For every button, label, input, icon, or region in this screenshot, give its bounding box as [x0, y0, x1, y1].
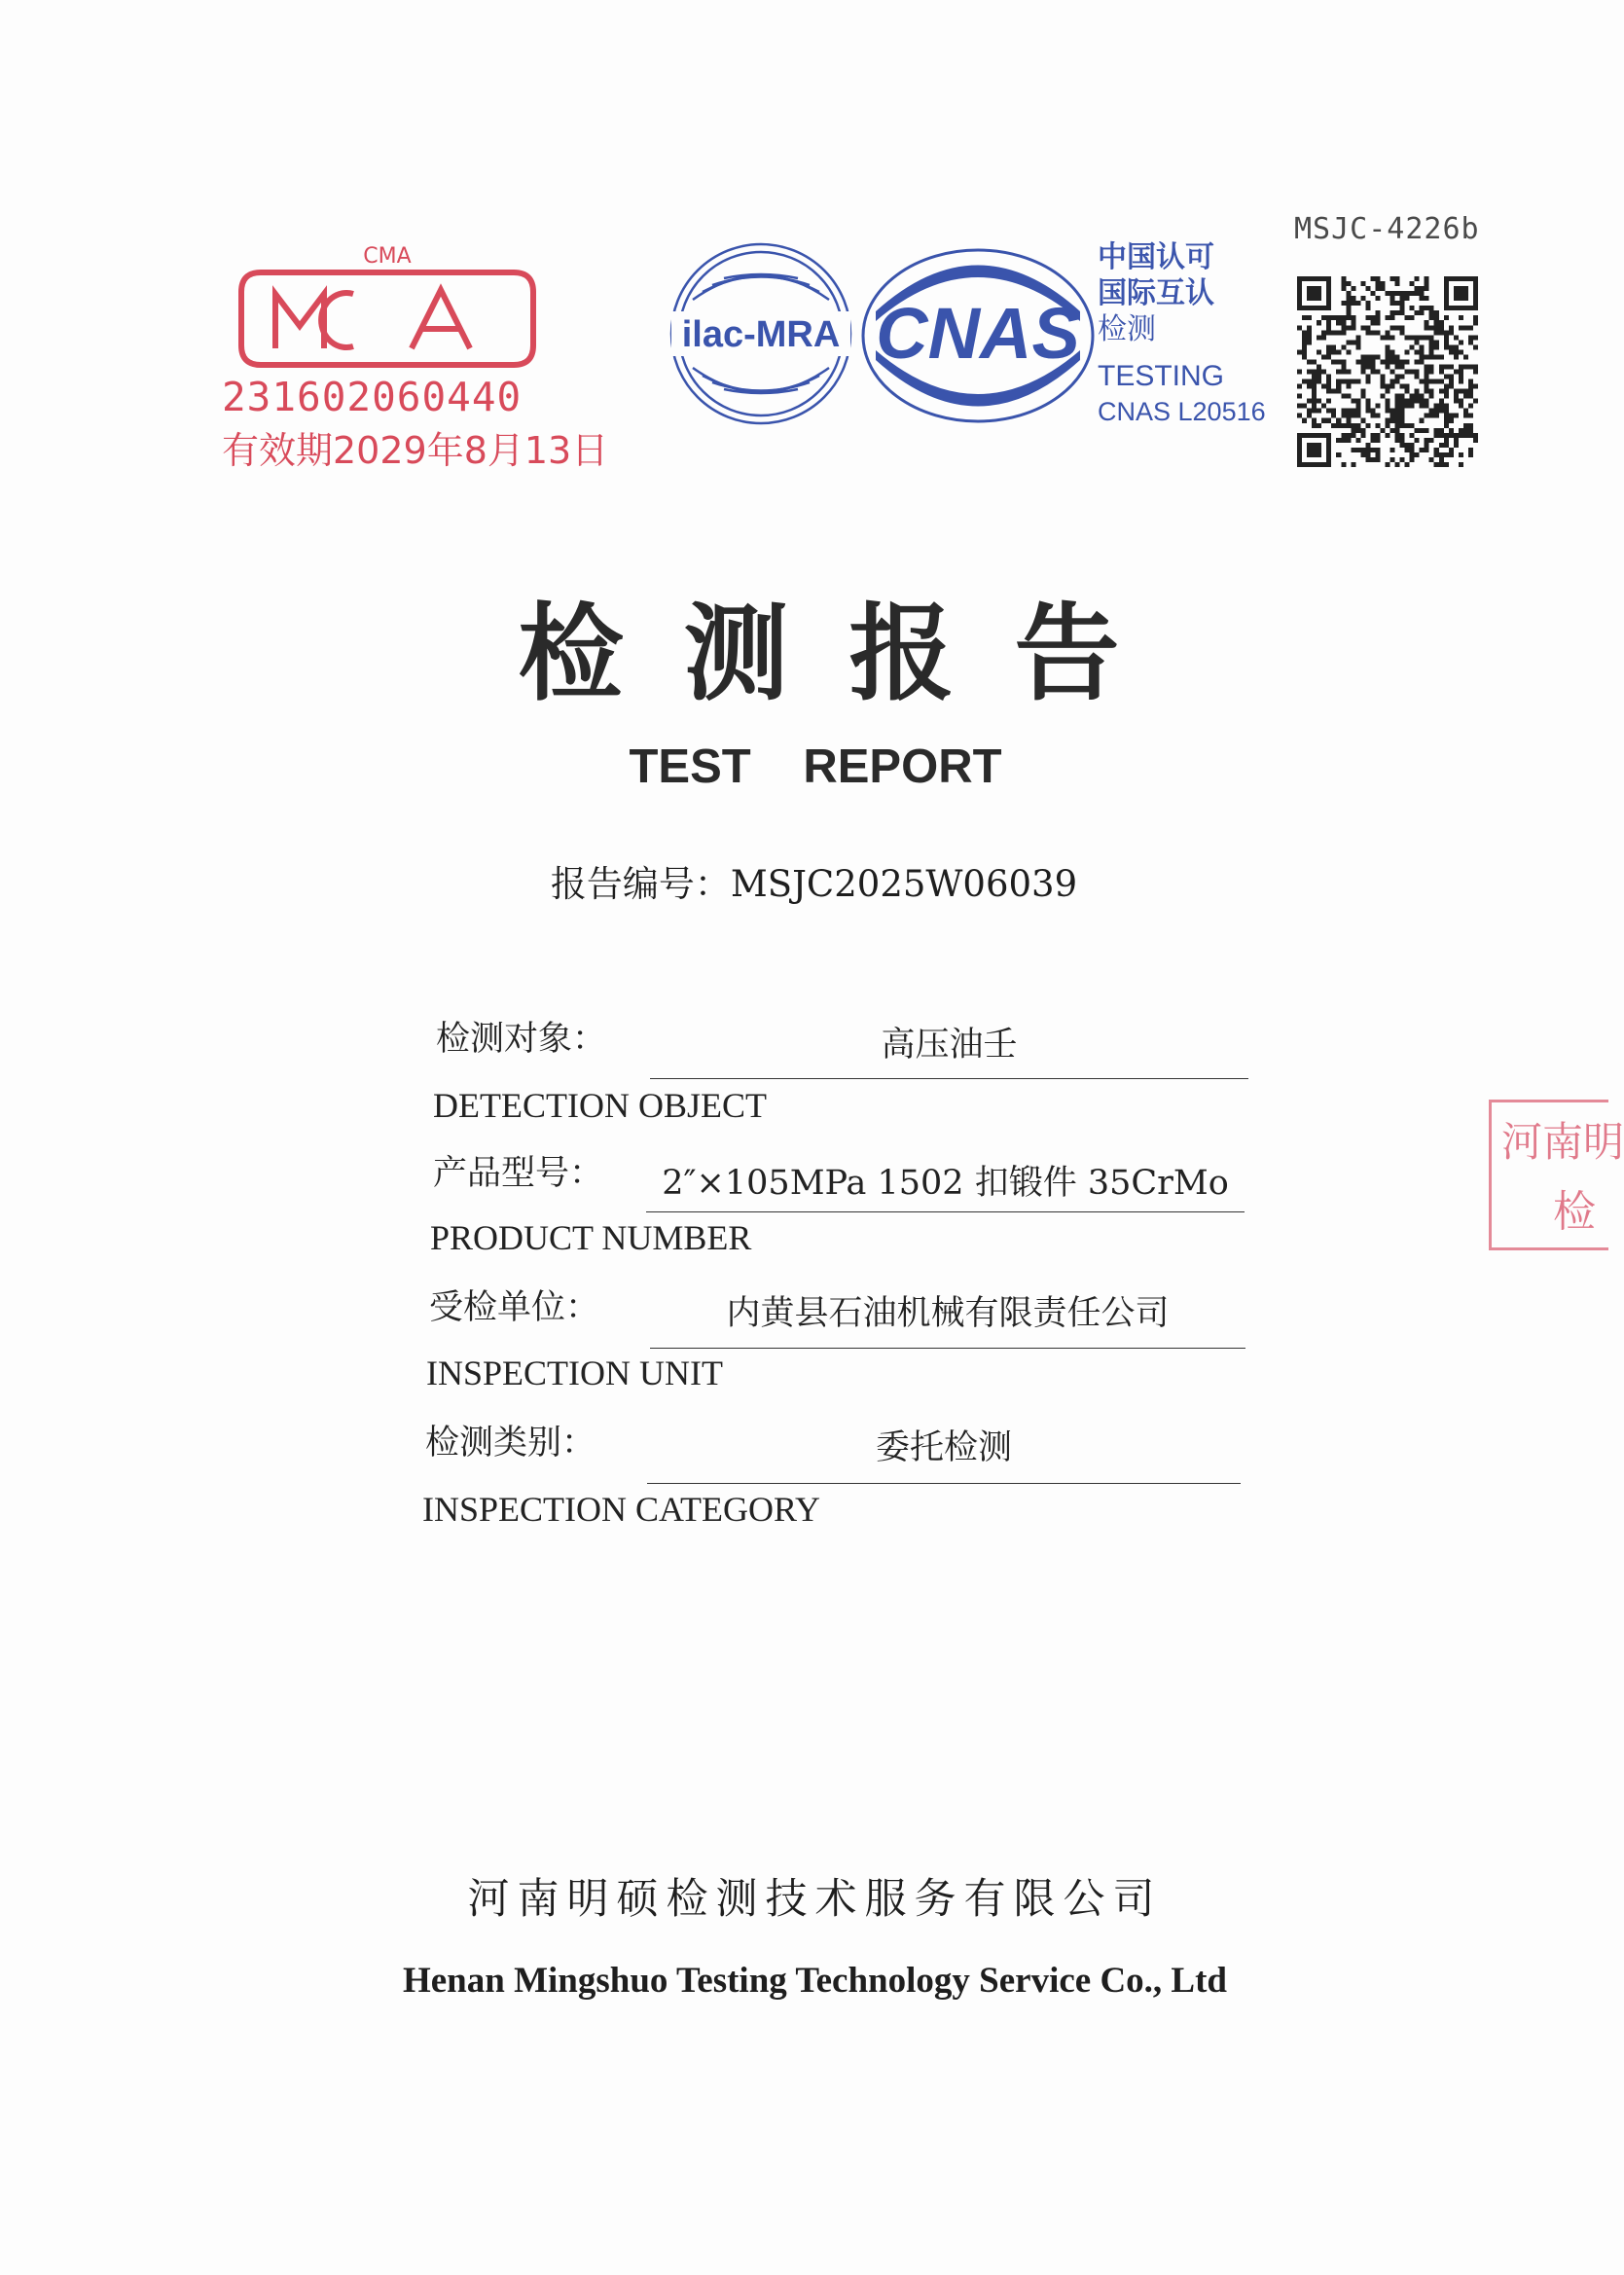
company-name-en: Henan Mingshuo Testing Technology Service Co., Ltd — [402, 1961, 1228, 2001]
product-number-value: 2″×105MPa 1502 扣锻件 35CrMo — [662, 1164, 1229, 1203]
inspection-category-underline — [647, 1483, 1241, 1484]
qr-code-icon — [1297, 276, 1478, 467]
cnas-cn-line1: 中国认可 — [1098, 240, 1214, 274]
report-number: 报告编号：MSJC2025W06039 — [550, 863, 1078, 905]
cma-cert-number: 231602060440 — [222, 374, 523, 420]
detection-object-underline — [650, 1078, 1248, 1079]
cnas-number: CNAS L20516 — [1098, 397, 1266, 426]
cma-validity: 有效期2029年8月13日 — [222, 429, 609, 472]
report-title-cn: 检测报告 — [518, 593, 1180, 715]
cnas-logo-text: CNAS — [876, 293, 1080, 374]
inspection-unit-label-en: INSPECTION UNIT — [426, 1354, 723, 1392]
detection-object-value: 高压油壬 — [881, 1026, 1018, 1065]
product-number-label: 产品型号： — [433, 1154, 604, 1193]
inspection-unit-label: 受检单位： — [429, 1288, 600, 1327]
inspection-category-value: 委托检测 — [875, 1428, 1012, 1467]
cma-logo-text: CMA — [363, 244, 412, 269]
inspection-unit-value: 内黄县石油机械有限责任公司 — [726, 1294, 1170, 1333]
ilac-mra-text: ilac-MRA — [681, 314, 841, 355]
document-code: MSJC-4226b — [1294, 212, 1480, 246]
cnas-testing: TESTING — [1098, 360, 1225, 392]
detection-object-label: 检测对象： — [436, 1020, 607, 1059]
product-number-underline — [646, 1211, 1245, 1212]
inspection-category-label: 检测类别： — [425, 1424, 596, 1462]
seam-stamp-line1: 河南明 — [1501, 1118, 1624, 1166]
detection-object-label-en: DETECTION OBJECT — [433, 1086, 767, 1125]
seam-stamp-line2: 检 — [1553, 1187, 1596, 1237]
company-name-cn: 河南明硕检测技术服务有限公司 — [467, 1875, 1163, 1924]
seam-stamp — [1489, 1100, 1624, 1250]
inspection-category-label-en: INSPECTION CATEGORY — [422, 1490, 821, 1529]
ilac-mra-logo-icon — [664, 232, 858, 436]
cnas-cn-line2: 国际互认 — [1098, 276, 1214, 310]
cnas-cn-line3: 检测 — [1098, 312, 1156, 346]
product-number-label-en: PRODUCT NUMBER — [430, 1218, 752, 1257]
inspection-unit-underline — [650, 1348, 1245, 1349]
report-title-en: TEST REPORT — [629, 740, 1002, 793]
cnas-logo-icon — [856, 243, 1100, 428]
